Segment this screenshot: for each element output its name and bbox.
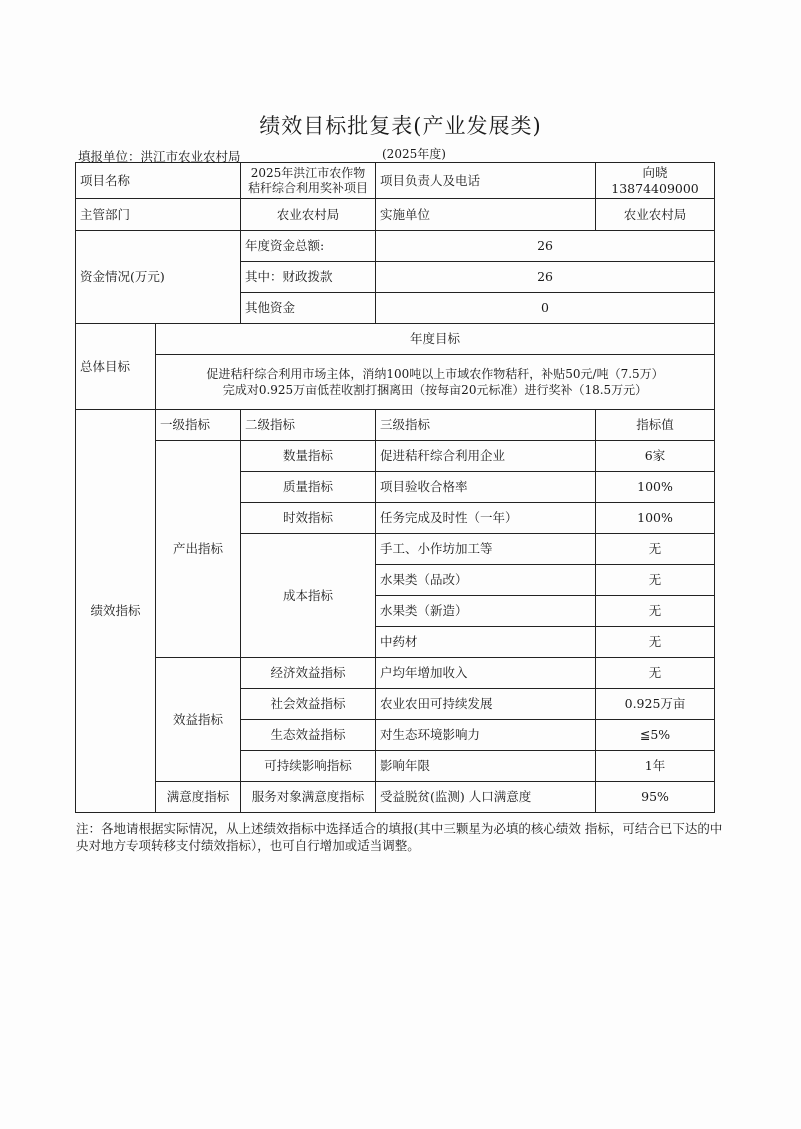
- overall-header: 年度目标: [156, 324, 715, 355]
- overall-content-row: [76, 355, 715, 410]
- perf-label: 绩效指标: [76, 410, 156, 813]
- level3-cell: 手工、小作坊加工等: [376, 534, 596, 565]
- level1-output: 产出指标: [156, 441, 241, 658]
- level2-cell: 生态效益指标: [241, 720, 376, 751]
- value-cell: 6家: [596, 441, 715, 472]
- manager-label: 项目负责人及电话: [376, 163, 596, 199]
- value-cell: 无: [596, 627, 715, 658]
- report-year: (2025年度): [382, 147, 446, 161]
- funds-row: [76, 231, 715, 262]
- overall-content: [156, 355, 715, 410]
- col-header-level2: 二级指标: [241, 410, 376, 441]
- manager-value: 向晓13874409000: [596, 163, 715, 199]
- funds-row-value: 26: [376, 231, 715, 262]
- overall-line-2: 完成对0.925万亩低茬收割打捆离田（按每亩20元标准）进行奖补（18.5万元）: [222, 383, 648, 397]
- level1-satisfaction: 满意度指标: [156, 782, 241, 813]
- fill-unit: 填报单位：洪江市农业农村局: [78, 149, 241, 164]
- dept-row: [76, 199, 715, 231]
- perf-row: [76, 782, 715, 813]
- value-cell: 0.925万亩: [596, 689, 715, 720]
- funds-label: 资金情况(万元): [76, 231, 241, 324]
- value-cell: 100%: [596, 503, 715, 534]
- level2-cell: 数量指标: [241, 441, 376, 472]
- value-cell: 无: [596, 658, 715, 689]
- level2-cell: 时效指标: [241, 503, 376, 534]
- value-cell: 无: [596, 534, 715, 565]
- level3-cell: 水果类（新造）: [376, 596, 596, 627]
- project-name-row: [76, 163, 715, 199]
- footnote: 注：各地请根据实际情况，从上述绩效指标中选择适合的填报(其中三颗星为必填的核心绩效 指标，可结合已下达的中央对地方专项转移支付绩效指标），也可自行增加或适当调整。: [76, 821, 723, 853]
- funds-row-value: 26: [376, 262, 715, 293]
- level3-cell: 任务完成及时性（一年）: [376, 503, 596, 534]
- level3-cell: 受益脱贫(监测) 人口满意度: [376, 782, 596, 813]
- col-header-level3: 三级指标: [376, 410, 596, 441]
- value-cell: 无: [596, 565, 715, 596]
- perf-header-row: [76, 410, 715, 441]
- value-cell: ≦5%: [596, 720, 715, 751]
- level3-cell: 对生态环境影响力: [376, 720, 596, 751]
- level2-cell: 经济效益指标: [241, 658, 376, 689]
- impl-value: 农业农村局: [596, 199, 715, 231]
- level2-cell: 服务对象满意度指标: [241, 782, 376, 813]
- performance-target-table: [75, 162, 715, 813]
- dept-label: 主管部门: [76, 199, 241, 231]
- level2-cell: 成本指标: [241, 534, 376, 658]
- overall-label: 总体目标: [76, 324, 156, 410]
- project-name-value: 2025年洪江市农作物秸秆综合利用奖补项目: [241, 163, 376, 199]
- level3-cell: 水果类（品改）: [376, 565, 596, 596]
- funds-row-label: 其中：财政拨款: [241, 262, 376, 293]
- funds-row-label: 其他资金: [241, 293, 376, 324]
- page-title: 绩效目标批复表(产业发展类): [259, 114, 542, 138]
- value-cell: 1年: [596, 751, 715, 782]
- level3-cell: 农业农田可持续发展: [376, 689, 596, 720]
- level2-cell: 社会效益指标: [241, 689, 376, 720]
- value-cell: 无: [596, 596, 715, 627]
- dept-value: 农业农村局: [241, 199, 376, 231]
- perf-row: [76, 658, 715, 689]
- funds-row-label: 年度资金总额:: [241, 231, 376, 262]
- value-cell: 100%: [596, 472, 715, 503]
- level2-cell: 可持续影响指标: [241, 751, 376, 782]
- level2-cell: 质量指标: [241, 472, 376, 503]
- level3-cell: 项目验收合格率: [376, 472, 596, 503]
- impl-label: 实施单位: [376, 199, 596, 231]
- col-header-value: 指标值: [596, 410, 715, 441]
- overall-line-1: 促进秸秆综合利用市场主体，消纳100吨以上市域农作物秸秆，补贴50元/吨（7.5万）: [206, 367, 664, 381]
- project-name-label: 项目名称: [76, 163, 241, 199]
- col-header-level1: 一级指标: [156, 410, 241, 441]
- level1-benefit: 效益指标: [156, 658, 241, 782]
- level3-cell: 中药材: [376, 627, 596, 658]
- perf-row: [76, 441, 715, 472]
- level3-cell: 促进秸秆综合利用企业: [376, 441, 596, 472]
- level3-cell: 影响年限: [376, 751, 596, 782]
- funds-row-value: 0: [376, 293, 715, 324]
- value-cell: 95%: [596, 782, 715, 813]
- overall-header-row: [76, 324, 715, 355]
- level3-cell: 户均年增加收入: [376, 658, 596, 689]
